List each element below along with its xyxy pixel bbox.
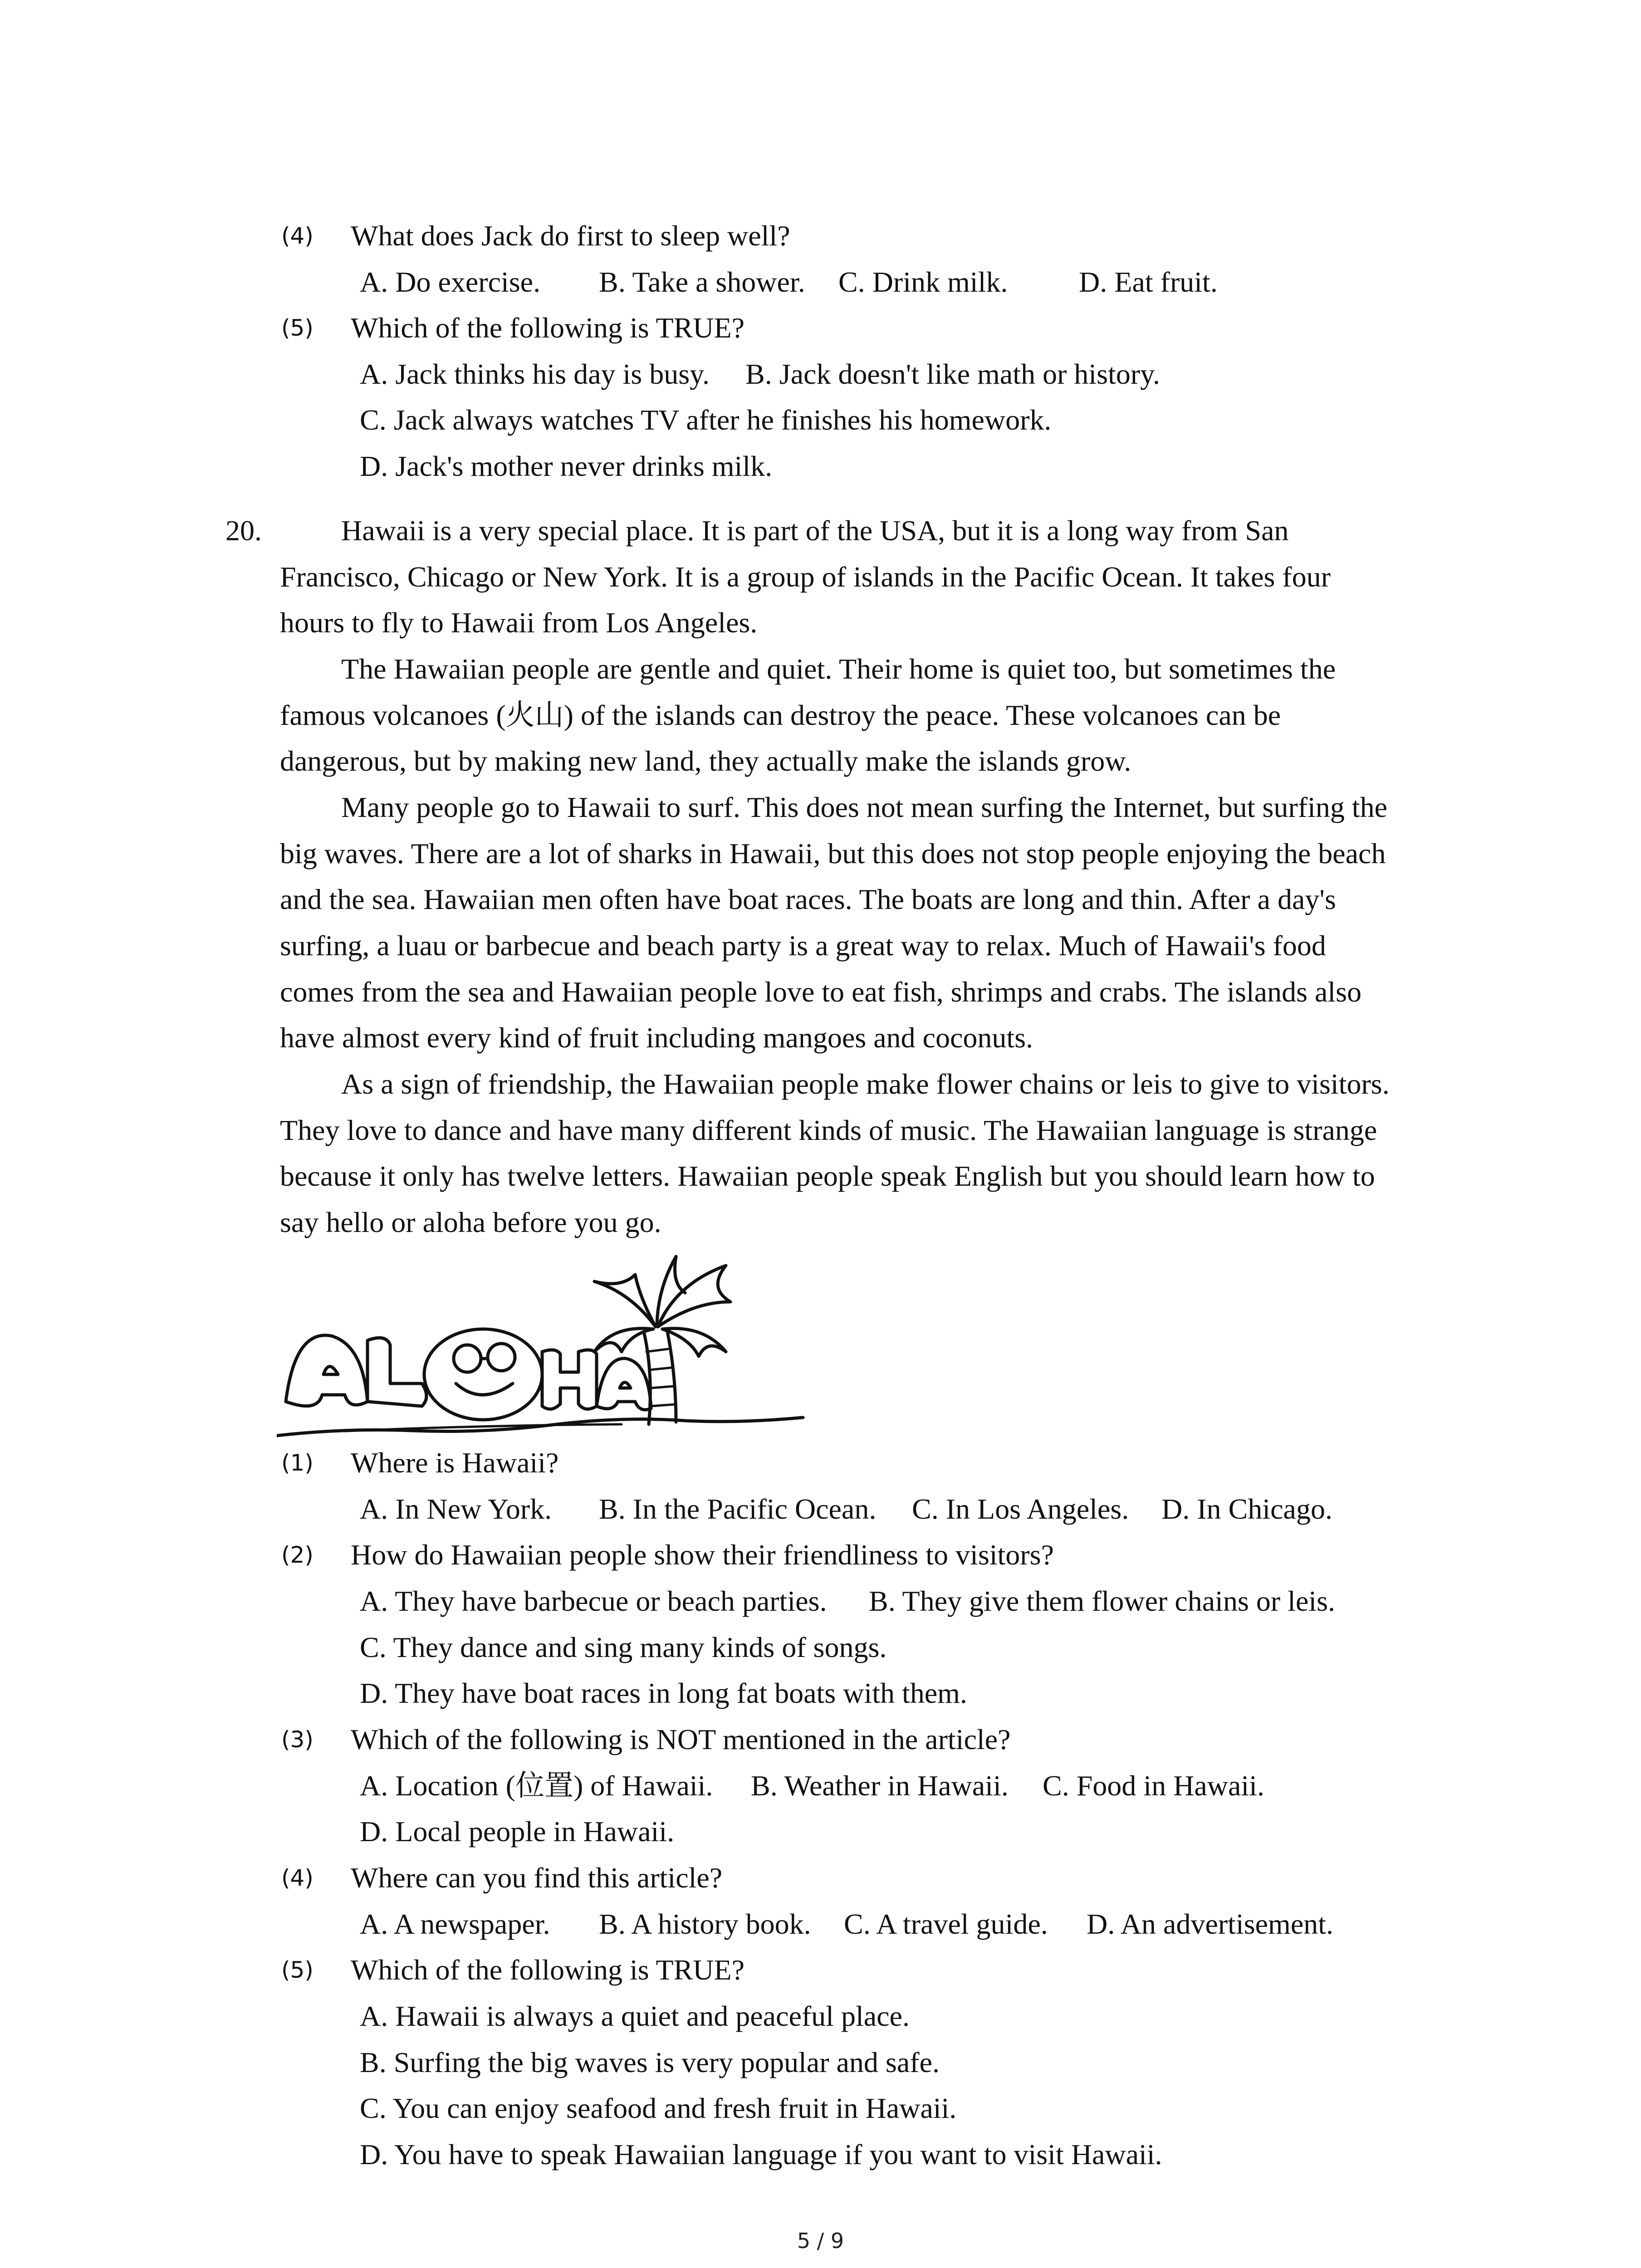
- passage-line: comes from the sea and Hawaiian people love to eat fish, shrimps and crabs. The islands also: [280, 976, 1362, 1008]
- option-d: D. You have to speak Hawaiian language if you want to visit Hawaii.: [360, 2138, 1162, 2170]
- passage-line: Many people go to Hawaii to surf. This does not mean surfing the Internet, but surfing the: [341, 791, 1387, 823]
- question-number: (1): [281, 1450, 314, 1476]
- option-b: B. Surfing the big waves is very popular and safe.: [360, 2046, 940, 2078]
- option-d: D. An advertisement.: [1087, 1908, 1333, 1940]
- passage-line: Francisco, Chicago or New York. It is a group of islands in the Pacific Ocean. It takes four: [280, 561, 1331, 593]
- passage-line: As a sign of friendship, the Hawaiian people make flower chains or leis to give to visitors.: [341, 1068, 1390, 1100]
- passage-line: Hawaii is a very special place. It is part of the USA, but it is a long way from San: [341, 514, 1289, 547]
- option-b: B. In the Pacific Ocean.: [599, 1493, 877, 1525]
- question-stem: Which of the following is TRUE?: [351, 312, 745, 344]
- option-d: D. Jack's mother never drinks milk.: [360, 450, 773, 482]
- aloha-palm-illustration: [277, 1238, 812, 1442]
- option-b: B. They give them flower chains or leis.: [869, 1585, 1335, 1617]
- passage-line: surfing, a luau or barbecue and beach party is a great way to relax. Much of Hawaii's food: [280, 929, 1326, 962]
- question-number: (4): [281, 223, 314, 249]
- option-c: C. They dance and sing many kinds of songs.: [360, 1631, 887, 1663]
- passage-line: and the sea. Hawaiian men often have boat races. The boats are long and thin. After a day's: [280, 883, 1336, 915]
- question-stem: What does Jack do first to sleep well?: [351, 220, 790, 252]
- question-number: (4): [281, 1865, 314, 1891]
- passage-line: The Hawaiian people are gentle and quiet. Their home is quiet too, but sometimes the: [341, 653, 1336, 685]
- question-number: (3): [281, 1726, 314, 1753]
- question-stem: Which of the following is TRUE?: [351, 1954, 745, 1986]
- option-a: A. Do exercise.: [360, 266, 541, 298]
- option-a: A. They have barbecue or beach parties.: [360, 1585, 827, 1617]
- option-c: C. Jack always watches TV after he finishes his homework.: [360, 404, 1052, 436]
- option-b: B. Weather in Hawaii.: [751, 1769, 1009, 1802]
- option-b: B. Take a shower.: [599, 266, 805, 298]
- question-stem: Where is Hawaii?: [351, 1447, 559, 1479]
- question-number: (5): [281, 315, 314, 341]
- option-a: A. Hawaii is always a quiet and peaceful place.: [360, 2000, 910, 2032]
- option-c: C. A travel guide.: [844, 1908, 1048, 1940]
- option-c: C. You can enjoy seafood and fresh fruit in Hawaii.: [360, 2092, 957, 2124]
- option-c: C. Food in Hawaii.: [1043, 1769, 1264, 1802]
- passage-line: famous volcanoes (火山) of the islands can destroy the peace. These volcanoes can be: [280, 699, 1281, 731]
- passage-line: They love to dance and have many different kinds of music. The Hawaiian language is strange: [280, 1114, 1377, 1146]
- page-number: 5 / 9: [797, 2229, 844, 2253]
- option-c: C. Drink milk.: [838, 266, 1008, 298]
- passage-line: say hello or aloha before you go.: [280, 1206, 661, 1238]
- question-stem: Where can you find this article?: [351, 1862, 723, 1894]
- question-number-20: 20.: [225, 514, 262, 547]
- passage-line: big waves. There are a lot of sharks in Hawaii, but this does not stop people enjoying the beach: [280, 837, 1386, 870]
- question-number: (2): [281, 1542, 314, 1568]
- option-d: D. In Chicago.: [1161, 1493, 1332, 1525]
- option-d: D. Eat fruit.: [1079, 266, 1218, 298]
- question-stem: Which of the following is NOT mentioned in the article?: [351, 1723, 1011, 1755]
- option-b: B. Jack doesn't like math or history.: [745, 358, 1160, 390]
- option-a: A. Location (位置) of Hawaii.: [360, 1769, 713, 1802]
- passage-line: hours to fly to Hawaii from Los Angeles.: [280, 606, 758, 639]
- option-d: D. Local people in Hawaii.: [360, 1815, 675, 1848]
- option-c: C. In Los Angeles.: [912, 1493, 1129, 1525]
- option-b: B. A history book.: [599, 1908, 811, 1940]
- option-d: D. They have boat races in long fat boats with them.: [360, 1677, 967, 1709]
- option-a: A. Jack thinks his day is busy.: [360, 358, 710, 390]
- question-stem: How do Hawaiian people show their friendliness to visitors?: [351, 1539, 1054, 1571]
- passage-line: because it only has twelve letters. Hawaiian people speak English but you should learn how to: [280, 1160, 1375, 1192]
- option-a: A. A newspaper.: [360, 1908, 550, 1940]
- passage-line: have almost every kind of fruit including mangoes and coconuts.: [280, 1022, 1034, 1054]
- passage-line: dangerous, but by making new land, they actually make the islands grow.: [280, 745, 1132, 777]
- question-number: (5): [281, 1957, 314, 1983]
- option-a: A. In New York.: [360, 1493, 552, 1525]
